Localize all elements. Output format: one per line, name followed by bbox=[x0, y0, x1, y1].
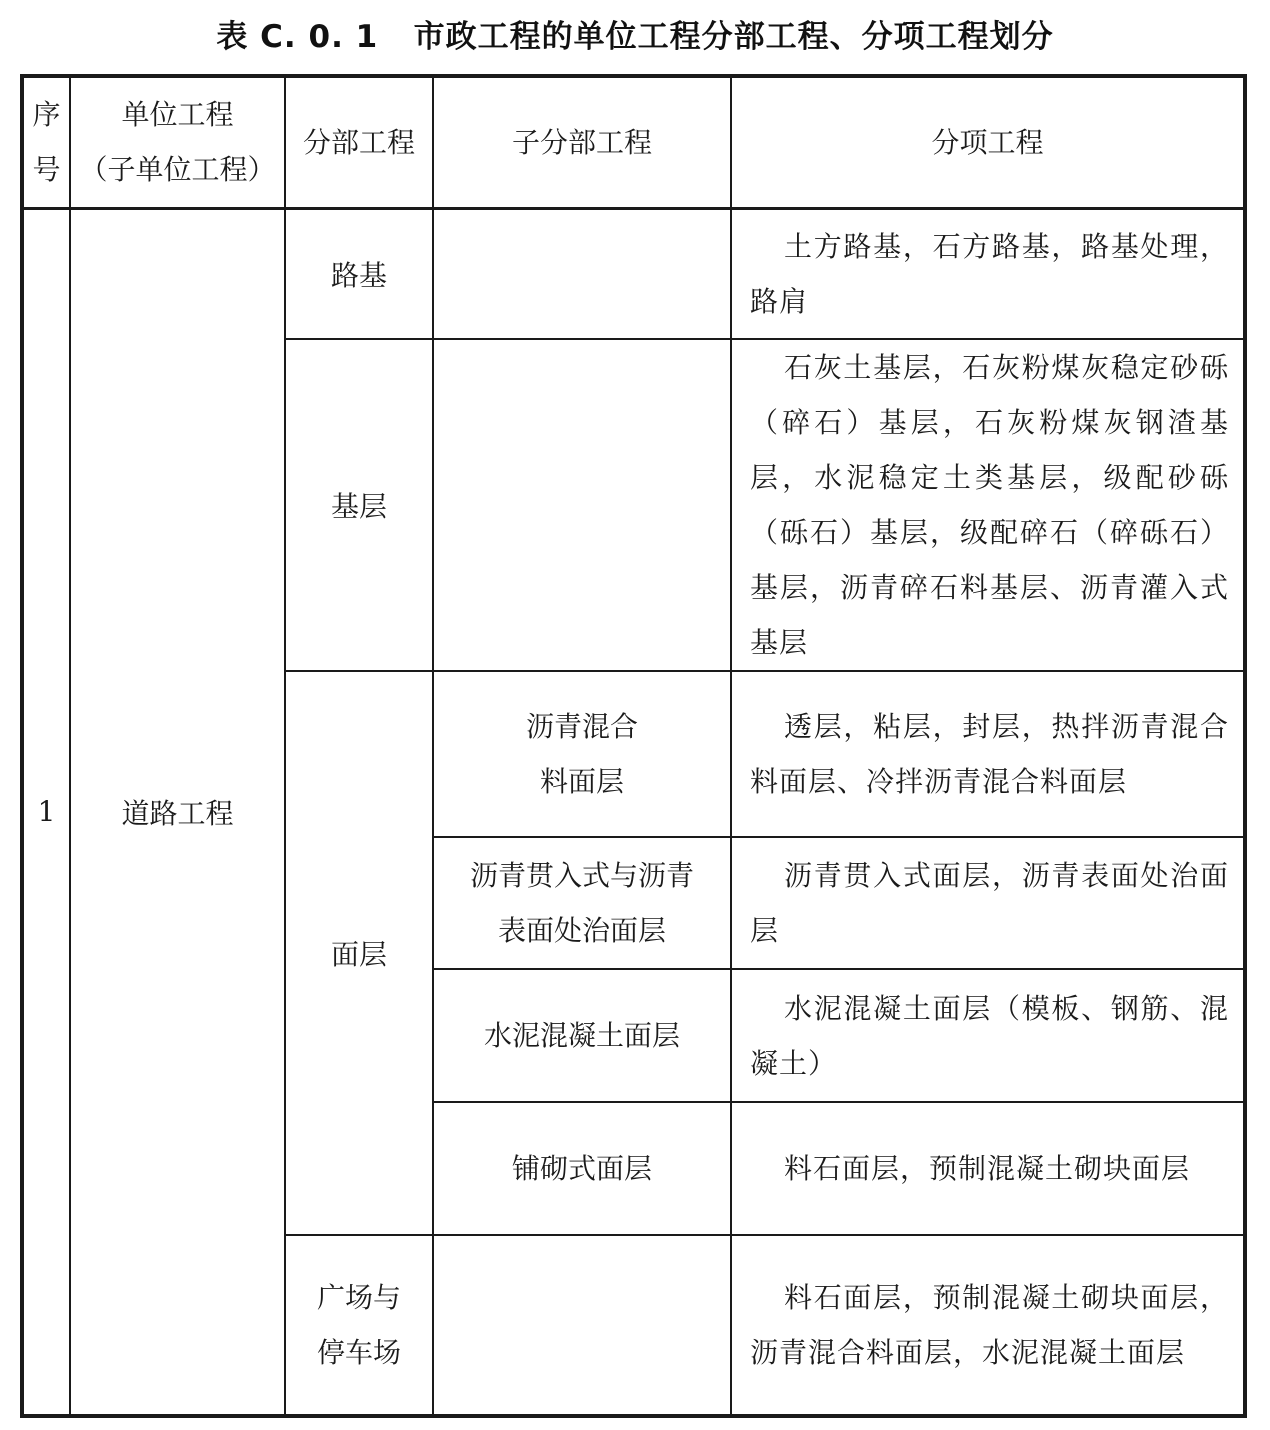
subdivision-name-line1: 沥青混合 bbox=[525, 710, 638, 743]
header-unit-line2: （子单位工程） bbox=[79, 153, 276, 187]
subdivision-empty bbox=[433, 339, 731, 671]
table-caption: 表 C. 0. 1 市政工程的单位工程分部工程、分项工程划分 bbox=[216, 19, 1054, 55]
division-name bbox=[285, 1235, 433, 1416]
item-text: 水泥混凝土面层（模板、钢筋、混凝土） bbox=[731, 969, 1245, 1102]
division-name: 面层 bbox=[285, 671, 433, 1235]
division-name-line2: 停车场 bbox=[316, 1336, 401, 1369]
subdivision-name: 铺砌式面层 bbox=[433, 1102, 731, 1235]
subdivision-name-line2: 表面处治面层 bbox=[497, 914, 666, 947]
table-container bbox=[20, 74, 1247, 1416]
item-text: 透层，粘层，封层，热拌沥青混合料面层、冷拌沥青混合料面层 bbox=[731, 671, 1245, 837]
header-unit-line1: 单位工程 bbox=[121, 98, 234, 132]
subdivision-name-line2: 料面层 bbox=[539, 765, 624, 798]
header-row bbox=[22, 76, 1245, 208]
subdivision-name bbox=[433, 837, 731, 969]
item-text: 石灰土基层，石灰粉煤灰稳定砂砾（碎石）基层，石灰粉煤灰钢渣基层，水泥稳定土类基层，级配砂砾（砾石）基层，级配碎石（碎砾石）基层，沥青碎石料基层、沥青灌入式基层 bbox=[731, 339, 1245, 671]
division-table bbox=[20, 74, 1247, 1418]
item-text: 沥青贯入式面层，沥青表面处治面层 bbox=[731, 837, 1245, 969]
table-row bbox=[22, 208, 1245, 339]
header-subdivision: 子分部工程 bbox=[433, 76, 731, 208]
header-no bbox=[22, 76, 70, 208]
division-name: 路基 bbox=[285, 208, 433, 339]
header-item: 分项工程 bbox=[731, 76, 1245, 208]
subdivision-empty bbox=[433, 1235, 731, 1416]
header-unit bbox=[70, 76, 285, 208]
header-division: 分部工程 bbox=[285, 76, 433, 208]
subdivision-empty bbox=[433, 208, 731, 339]
item-text: 料石面层，预制混凝土砌块面层 bbox=[731, 1102, 1245, 1235]
item-text: 料石面层，预制混凝土砌块面层，沥青混合料面层，水泥混凝土面层 bbox=[731, 1235, 1245, 1416]
item-text: 土方路基，石方路基，路基处理，路肩 bbox=[731, 208, 1245, 339]
subdivision-name bbox=[433, 671, 731, 837]
subdivision-name: 水泥混凝土面层 bbox=[433, 969, 731, 1102]
header-no-line1: 序 bbox=[32, 98, 61, 132]
header-no-line2: 号 bbox=[32, 153, 61, 187]
division-name: 基层 bbox=[285, 339, 433, 671]
row-no: 1 bbox=[22, 208, 70, 1416]
row-unit: 道路工程 bbox=[70, 208, 285, 1416]
division-name-line1: 广场与 bbox=[316, 1281, 401, 1314]
subdivision-name-line1: 沥青贯入式与沥青 bbox=[469, 859, 694, 892]
